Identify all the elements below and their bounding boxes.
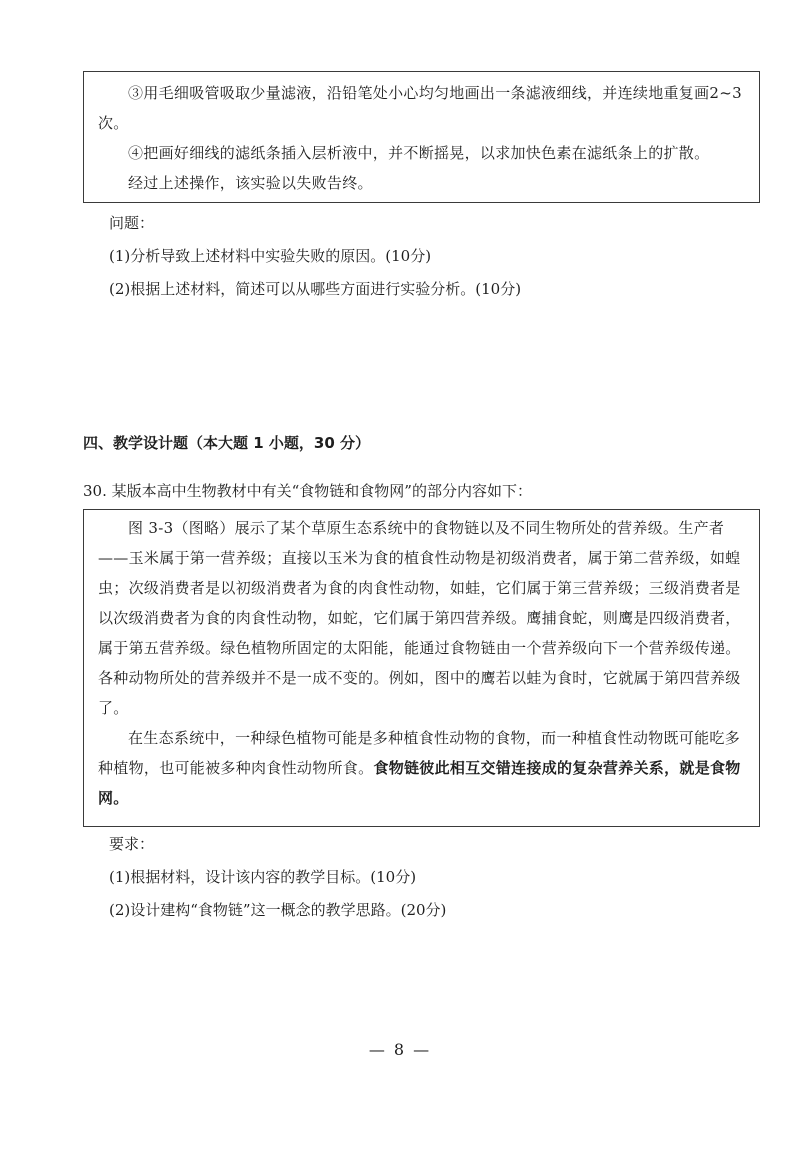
question-item-1: (1)分析导致上述材料中实验失败的原因。(10分) <box>109 247 432 265</box>
page-number: — 8 — <box>368 1040 432 1059</box>
questions-section <box>109 207 521 306</box>
material-step-3: ③用毛细吸管吸取少量滤液，沿铅笔处小心均匀地画出一条滤液细线，并连续地重复画2~3次。 <box>98 84 742 132</box>
requirement-item-1: (1)根据材料，设计该内容的教学目标。(10分) <box>109 868 417 886</box>
question-item-2: (2)根据上述材料，简述可以从哪些方面进行实验分析。(10分) <box>109 280 522 298</box>
textbook-paragraph-2-normal: 在生态系统中，一种绿色植物可能是多种植食性动物的食物，而一种植食性动物既可能吃多种植物，也可能被多种肉食性动物所食。 <box>98 729 741 777</box>
textbook-paragraph-1: 图 3-3（图略）展示了某个草原生态系统中的食物链以及不同生物所处的营养级。生产者——玉米属于第一营养级；直接以玉米为食的植食性动物是初级消费者，属于第二营养级，如蝗虫；次级消费者是以初级消费者为食的肉食性动物，如蛙，它们属于第三营养级；三级消费者是以次级消费者为食的肉食性动物，如蛇，它们属于第四营养级。鹰捕食蛇，则鹰是四级消费者，属于第五营养级。绿色植物所固定的太阳能，能通过食物链由一个营养级向下一个营养级传递。各种动物所处的营养级并不是一成不变的。例如，图中的鹰若以蛙为食时，它就属于第四营养级了。 <box>98 519 741 717</box>
requirements-title: 要求： <box>109 835 155 853</box>
textbook-paragraph-2-bold: 食物链彼此相互交错连接成的复杂营养关系，就是食物网。 <box>98 759 741 807</box>
questions-title: 问题： <box>109 214 155 232</box>
experiment-material-box <box>83 71 760 203</box>
material-step-4: ④把画好细线的滤纸条插入层析液中，并不断摇晃，以求加快色素在滤纸条上的扩散。 <box>128 144 710 162</box>
textbook-paragraph-2 <box>98 723 749 813</box>
question-30-stem: 30. 某版本高中生物教材中有关“食物链和食物网”的部分内容如下： <box>83 482 532 500</box>
material-conclusion: 经过上述操作，该实验以失败告终。 <box>128 174 373 192</box>
requirement-item-2: (2)设计建构“食物链”这一概念的教学思路。(20分) <box>109 901 447 919</box>
section-heading: 四、教学设计题（本大题 1 小题，30 分） <box>83 434 370 452</box>
textbook-excerpt-box <box>83 509 760 827</box>
requirements-section <box>109 828 446 927</box>
